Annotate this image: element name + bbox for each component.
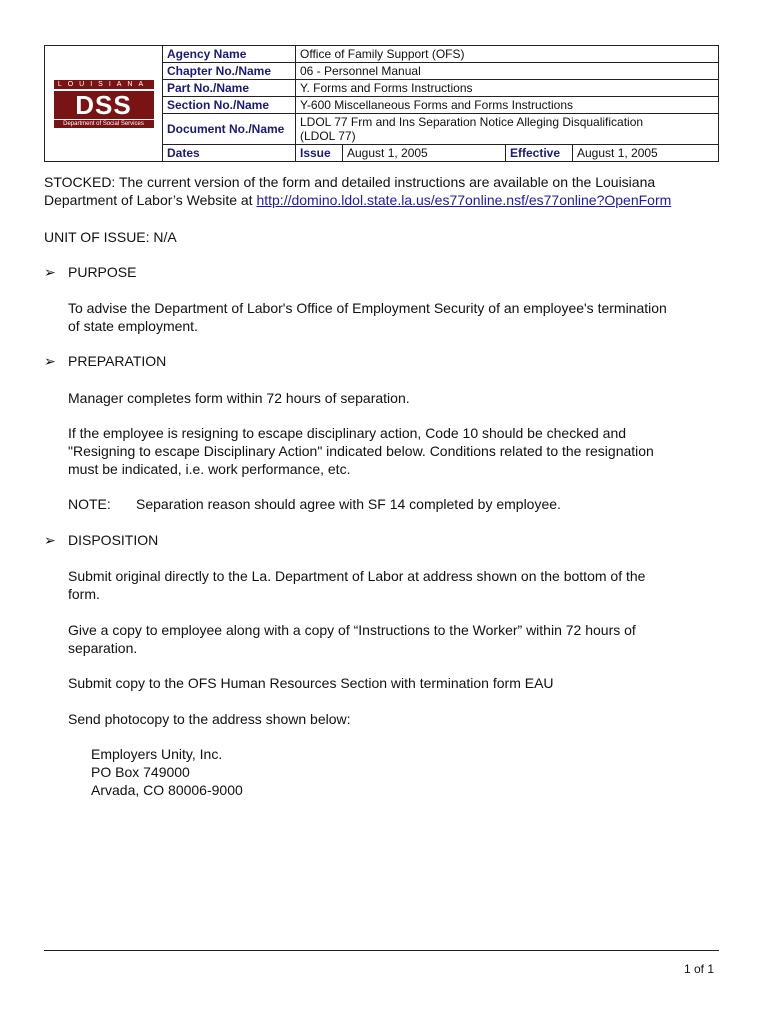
- preparation-note: [68, 495, 728, 513]
- agency-logo: [45, 46, 163, 162]
- logo-main-text: DSS: [75, 89, 132, 120]
- value-agency-name: Office of Family Support (OFS): [296, 46, 719, 63]
- label-chapter: Chapter No./Name: [163, 63, 296, 80]
- label-agency-name: Agency Name: [163, 46, 296, 63]
- logo-dept-text: Department of Social Services: [54, 120, 154, 128]
- value-chapter: 06 - Personnel Manual: [296, 63, 719, 80]
- value-section: Y-600 Miscellaneous Forms and Forms Instructions: [296, 97, 719, 114]
- disposition-p3: Submit copy to the OFS Human Resources Section with termination form EAU: [68, 675, 554, 691]
- issue-label: Issue: [296, 145, 343, 161]
- disposition-p1: Submit original directly to the La. Department of Labor at address shown on the bottom of the form.: [68, 568, 646, 602]
- address-line: Arvada, CO 80006-9000: [91, 782, 243, 798]
- effective-date: August 1, 2005: [577, 146, 658, 160]
- document-name-line2: (LDOL 77): [300, 129, 356, 143]
- label-dates: Dates: [163, 145, 296, 162]
- arrow-bullet-icon: ➢: [44, 353, 56, 369]
- note-label: NOTE:: [68, 496, 111, 512]
- disposition-p2: Give a copy to employee along with a copy of “Instructions to the Worker” within 72 hours of separation.: [68, 622, 636, 656]
- note-text: Separation reason should agree with SF 14 completed by employee.: [136, 496, 561, 512]
- disposition-p4: Send photocopy to the address shown below:: [68, 711, 351, 727]
- label-document: Document No./Name: [163, 114, 296, 145]
- address-line: PO Box 749000: [91, 764, 190, 780]
- logo-state-text: LOUISIANA: [54, 80, 154, 89]
- ldol-website-link[interactable]: http://domino.ldol.state.la.us/es77online.nsf/es77online?OpenForm: [256, 192, 672, 208]
- value-dates: [296, 145, 719, 162]
- effective-label: Effective: [506, 145, 573, 161]
- label-part: Part No./Name: [163, 80, 296, 97]
- mailing-address: [91, 745, 770, 799]
- address-line: Employers Unity, Inc.: [91, 746, 223, 762]
- disposition-heading: ➢ DISPOSITION: [44, 532, 159, 548]
- purpose-heading: ➢ PURPOSE: [44, 264, 137, 280]
- value-document: [296, 114, 719, 145]
- document-name-line1: LDOL 77 Frm and Ins Separation Notice Alleging Disqualification: [300, 115, 644, 129]
- stocked-line1: STOCKED: The current version of the form and detailed instructions are available on the Louisiana: [44, 174, 656, 190]
- unit-of-issue: UNIT OF ISSUE: N/A: [44, 229, 177, 245]
- issue-date: August 1, 2005: [343, 145, 506, 161]
- arrow-bullet-icon: ➢: [44, 264, 56, 280]
- preparation-p2: If the employee is resigning to escape disciplinary action, Code 10 should be checked and "Resigning to escape Disciplinary Action" indicated below. Conditions related to the resignation must be indicated, i.e. work performance, etc.: [68, 425, 654, 477]
- purpose-text: To advise the Department of Labor's Office of Employment Security of an employee's termination of state employment.: [68, 300, 667, 334]
- document-header-table: [44, 45, 719, 162]
- footer-divider: [44, 950, 719, 951]
- arrow-bullet-icon: ➢: [44, 532, 56, 548]
- preparation-p1: Manager completes form within 72 hours of separation.: [68, 390, 410, 406]
- page-number: 1 of 1: [683, 962, 714, 976]
- preparation-heading: ➢ PREPARATION: [44, 353, 167, 369]
- stocked-line2-text: Department of Labor’s Website at: [44, 192, 257, 208]
- value-part: Y. Forms and Forms Instructions: [296, 80, 719, 97]
- stocked-paragraph: [44, 173, 734, 209]
- label-section: Section No./Name: [163, 97, 296, 114]
